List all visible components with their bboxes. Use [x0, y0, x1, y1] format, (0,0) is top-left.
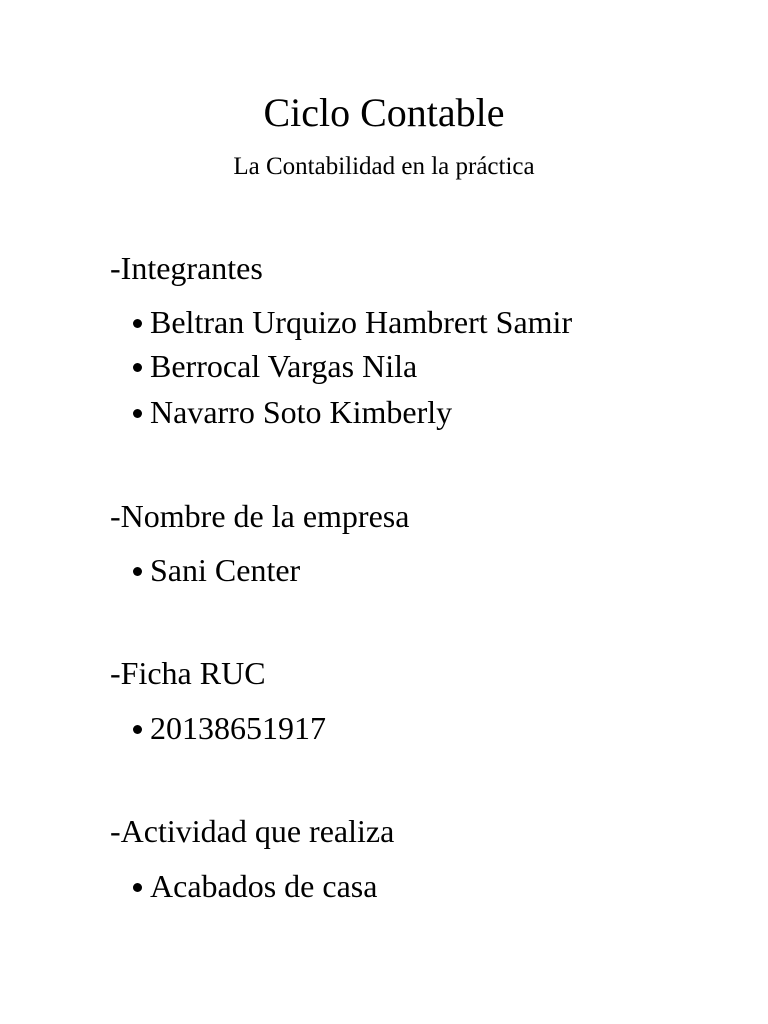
- bullet-icon: [133, 883, 142, 892]
- section-heading-actividad: -Actividad que realiza: [110, 813, 395, 849]
- section-heading-ruc: -Ficha RUC: [110, 655, 266, 691]
- list-item: [133, 866, 377, 906]
- list-item-text: Navarro Soto Kimberly: [150, 394, 453, 430]
- document-title: Ciclo Contable: [263, 90, 505, 135]
- list-item-text: Sani Center: [150, 552, 301, 588]
- list-item: [133, 392, 452, 432]
- section-heading-integrantes: -Integrantes: [110, 250, 263, 286]
- list-item: [133, 346, 417, 386]
- bullet-icon: [133, 363, 142, 372]
- bullet-icon: [133, 725, 142, 734]
- section-heading-empresa: -Nombre de la empresa: [110, 498, 410, 534]
- list-item-text: Acabados de casa: [150, 868, 378, 904]
- bullet-icon: [133, 319, 142, 328]
- bullet-icon: [133, 409, 142, 418]
- list-item-text: Berrocal Vargas Nila: [150, 348, 418, 384]
- bullet-icon: [133, 567, 142, 576]
- list-item: [133, 708, 326, 748]
- list-item-text: Beltran Urquizo Hambrert Samir: [150, 304, 573, 340]
- list-item: [133, 302, 572, 342]
- list-item: [133, 550, 300, 590]
- document-subtitle: La Contabilidad en la práctica: [233, 153, 535, 180]
- list-item-text: 20138651917: [150, 710, 326, 746]
